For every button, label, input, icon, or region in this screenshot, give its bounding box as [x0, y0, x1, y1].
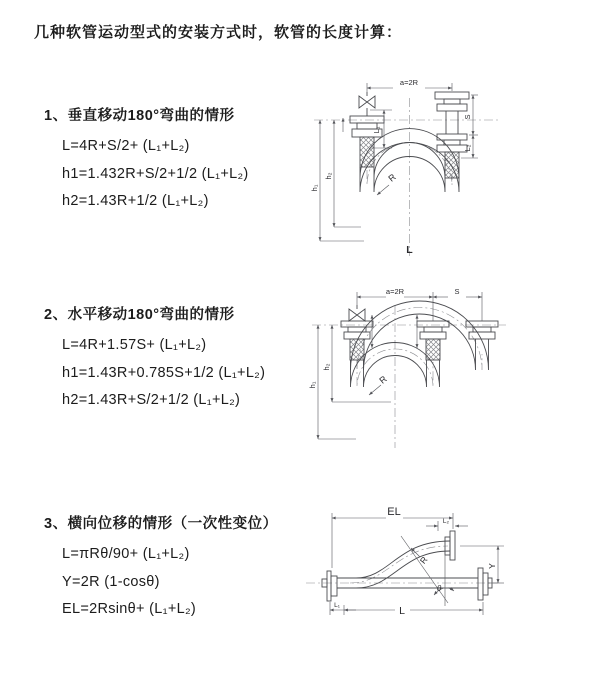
- dimension-labels: [308, 287, 460, 388]
- dim-label-radius: R: [377, 373, 389, 386]
- centerlines: [306, 546, 498, 583]
- dim-label-l2: L₂: [463, 144, 472, 152]
- centerlines: [314, 98, 498, 256]
- section-3-formulas: [44, 541, 314, 624]
- dim-label-h1: h₁: [310, 184, 319, 192]
- dim-label-s: S: [454, 287, 460, 296]
- dim-label-l2: L₂: [442, 518, 450, 525]
- section-horizontal-movement: [44, 304, 314, 415]
- dim-label-l1: L₁: [334, 602, 340, 609]
- construction-lines: [401, 536, 454, 606]
- section-1-heading: 1、垂直移动180°弯曲的情形: [44, 108, 235, 124]
- formula-line: h1=1.432R+S/2+1/2 (L₁+L₂): [62, 165, 249, 182]
- section-2-formulas: [44, 332, 314, 415]
- formula-line: L=πRθ/90+ (L₁+L₂): [62, 546, 190, 562]
- dim-label-h2: h₂: [324, 172, 333, 180]
- dim-label-y: Y: [487, 563, 497, 569]
- dimension-lines: [318, 292, 482, 439]
- dim-label-length: L: [406, 244, 413, 256]
- diagram-lateral-displacement: [298, 498, 600, 648]
- page-title: 几种软管运动型式的安装方式时，软管的长度计算：: [34, 24, 403, 41]
- section-3-heading: 3、横向位移的情形（一次性变位）: [44, 516, 278, 532]
- formula-line: Y=2R (1-cosθ): [62, 573, 160, 590]
- dim-label-h1: h₁: [308, 381, 317, 389]
- dim-label-angle: θ: [436, 584, 442, 593]
- section-lateral-displacement: [44, 513, 314, 624]
- diagram-vertical-180-bend: [306, 70, 598, 260]
- hose-drawing: [341, 301, 498, 387]
- dim-label-s: S: [463, 114, 472, 120]
- formula-line: h1=1.43R+0.785S+1/2 (L₁+L₂): [62, 364, 266, 381]
- formula-line: EL=2Rsinθ+ (L₁+L₂): [62, 601, 197, 617]
- diagram-horizontal-180-bend: [306, 282, 598, 454]
- formula-line: L=4R+S/2+ (L₁+L₂): [62, 138, 190, 154]
- formula-line: L=4R+1.57S+ (L₁+L₂): [62, 337, 207, 353]
- dim-label-h2: h₂: [322, 363, 331, 371]
- section-vertical-movement: [44, 105, 314, 216]
- dim-label-radius: R: [417, 554, 430, 566]
- formula-line: h2=1.43R+S/2+1/2 (L₁+L₂): [62, 392, 241, 408]
- braided-hose-section: [445, 152, 459, 178]
- dim-label-l1: L₁: [372, 126, 381, 134]
- hose-drawing: [322, 531, 492, 601]
- section-2-heading: 2、水平移动180°弯曲的情形: [44, 307, 235, 323]
- dim-label-length: L: [399, 605, 405, 617]
- formula-line: h2=1.43R+1/2 (L₁+L₂): [62, 193, 209, 209]
- section-1-formulas: [44, 133, 314, 216]
- dim-label-radius: R: [386, 171, 398, 184]
- dim-label-el: EL: [387, 506, 401, 518]
- dimension-labels: [334, 506, 497, 617]
- valve-icon: [349, 305, 365, 321]
- dim-label-width: a=2R: [385, 287, 405, 296]
- valve-icon: [359, 92, 375, 116]
- dim-label-width: a=2R: [399, 78, 419, 87]
